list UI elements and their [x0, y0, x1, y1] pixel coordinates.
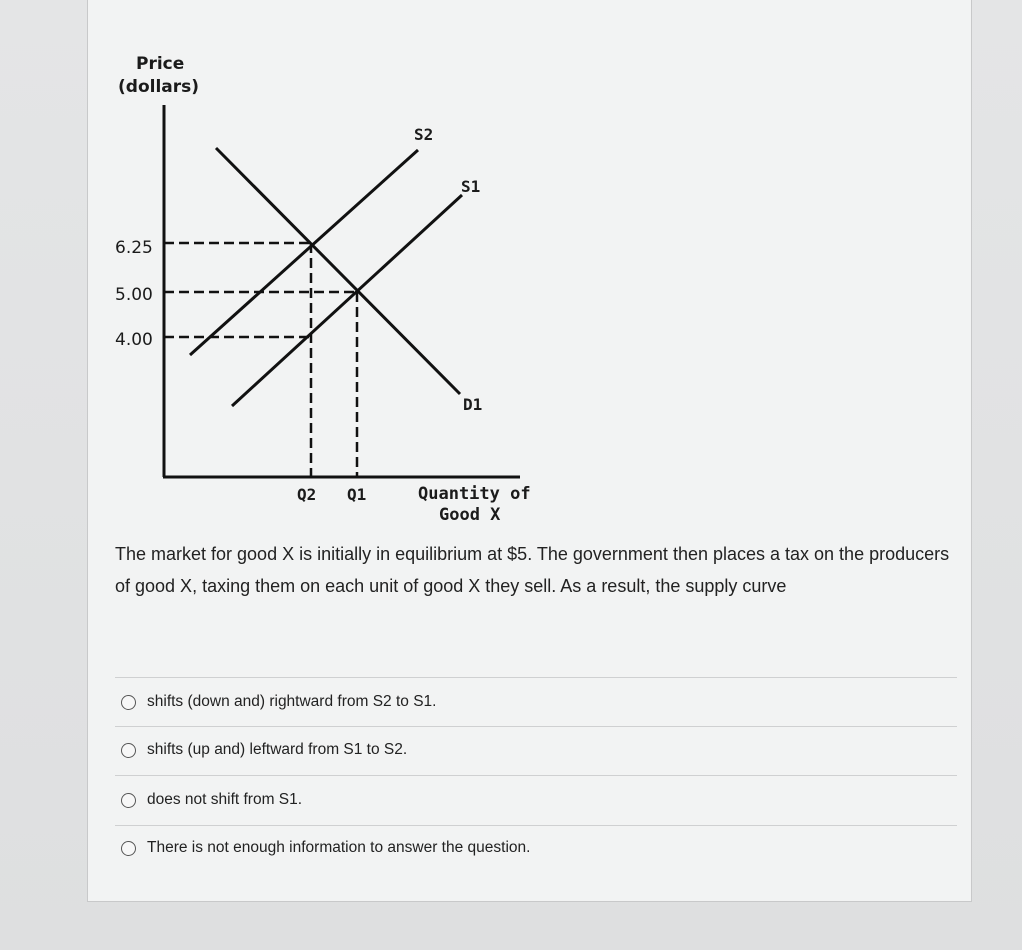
radio-button[interactable]: [121, 793, 136, 808]
divider: [115, 677, 957, 678]
answer-option-2[interactable]: [115, 731, 955, 769]
answer-option-3[interactable]: [115, 781, 955, 819]
divider: [115, 726, 957, 727]
answer-option-4[interactable]: [115, 829, 955, 867]
price-tick-4-00: 4.00: [115, 330, 153, 350]
demand-curve-d1: [216, 148, 460, 394]
label-s2: S2: [414, 125, 434, 144]
divider: [115, 775, 957, 776]
y-axis-label-price: Price: [136, 54, 185, 74]
quantity-tick-q2: Q2: [297, 485, 317, 504]
supply-curve-s2: [190, 150, 418, 355]
radio-button[interactable]: [121, 695, 136, 710]
price-tick-5-00: 5.00: [115, 285, 153, 305]
answer-option-label: shifts (down and) rightward from S2 to S1.: [147, 693, 437, 710]
divider: [115, 825, 957, 826]
y-axis-label-dollars: (dollars): [118, 77, 200, 97]
x-axis-label-quantity: Quantity of: [418, 484, 531, 504]
radio-button[interactable]: [121, 841, 136, 856]
radio-button[interactable]: [121, 743, 136, 758]
x-axis-label-good-x: Good X: [439, 505, 501, 525]
supply-curve-s1: [232, 195, 462, 406]
answer-option-1[interactable]: [115, 683, 955, 721]
question-text: The market for good X is initially in equilibrium at $5. The government then places a tax on the producers of good X, taxing them on each unit of good X they sell. As a result, the supply curve: [115, 544, 950, 596]
label-d1: D1: [463, 395, 483, 414]
quantity-tick-q1: Q1: [347, 485, 367, 504]
price-tick-6-25: 6.25: [115, 238, 153, 258]
answer-option-label: does not shift from S1.: [147, 791, 303, 808]
answer-option-label: shifts (up and) leftward from S1 to S2.: [147, 741, 408, 758]
answer-option-label: There is not enough information to answer the question.: [147, 839, 531, 856]
label-s1: S1: [461, 177, 481, 196]
